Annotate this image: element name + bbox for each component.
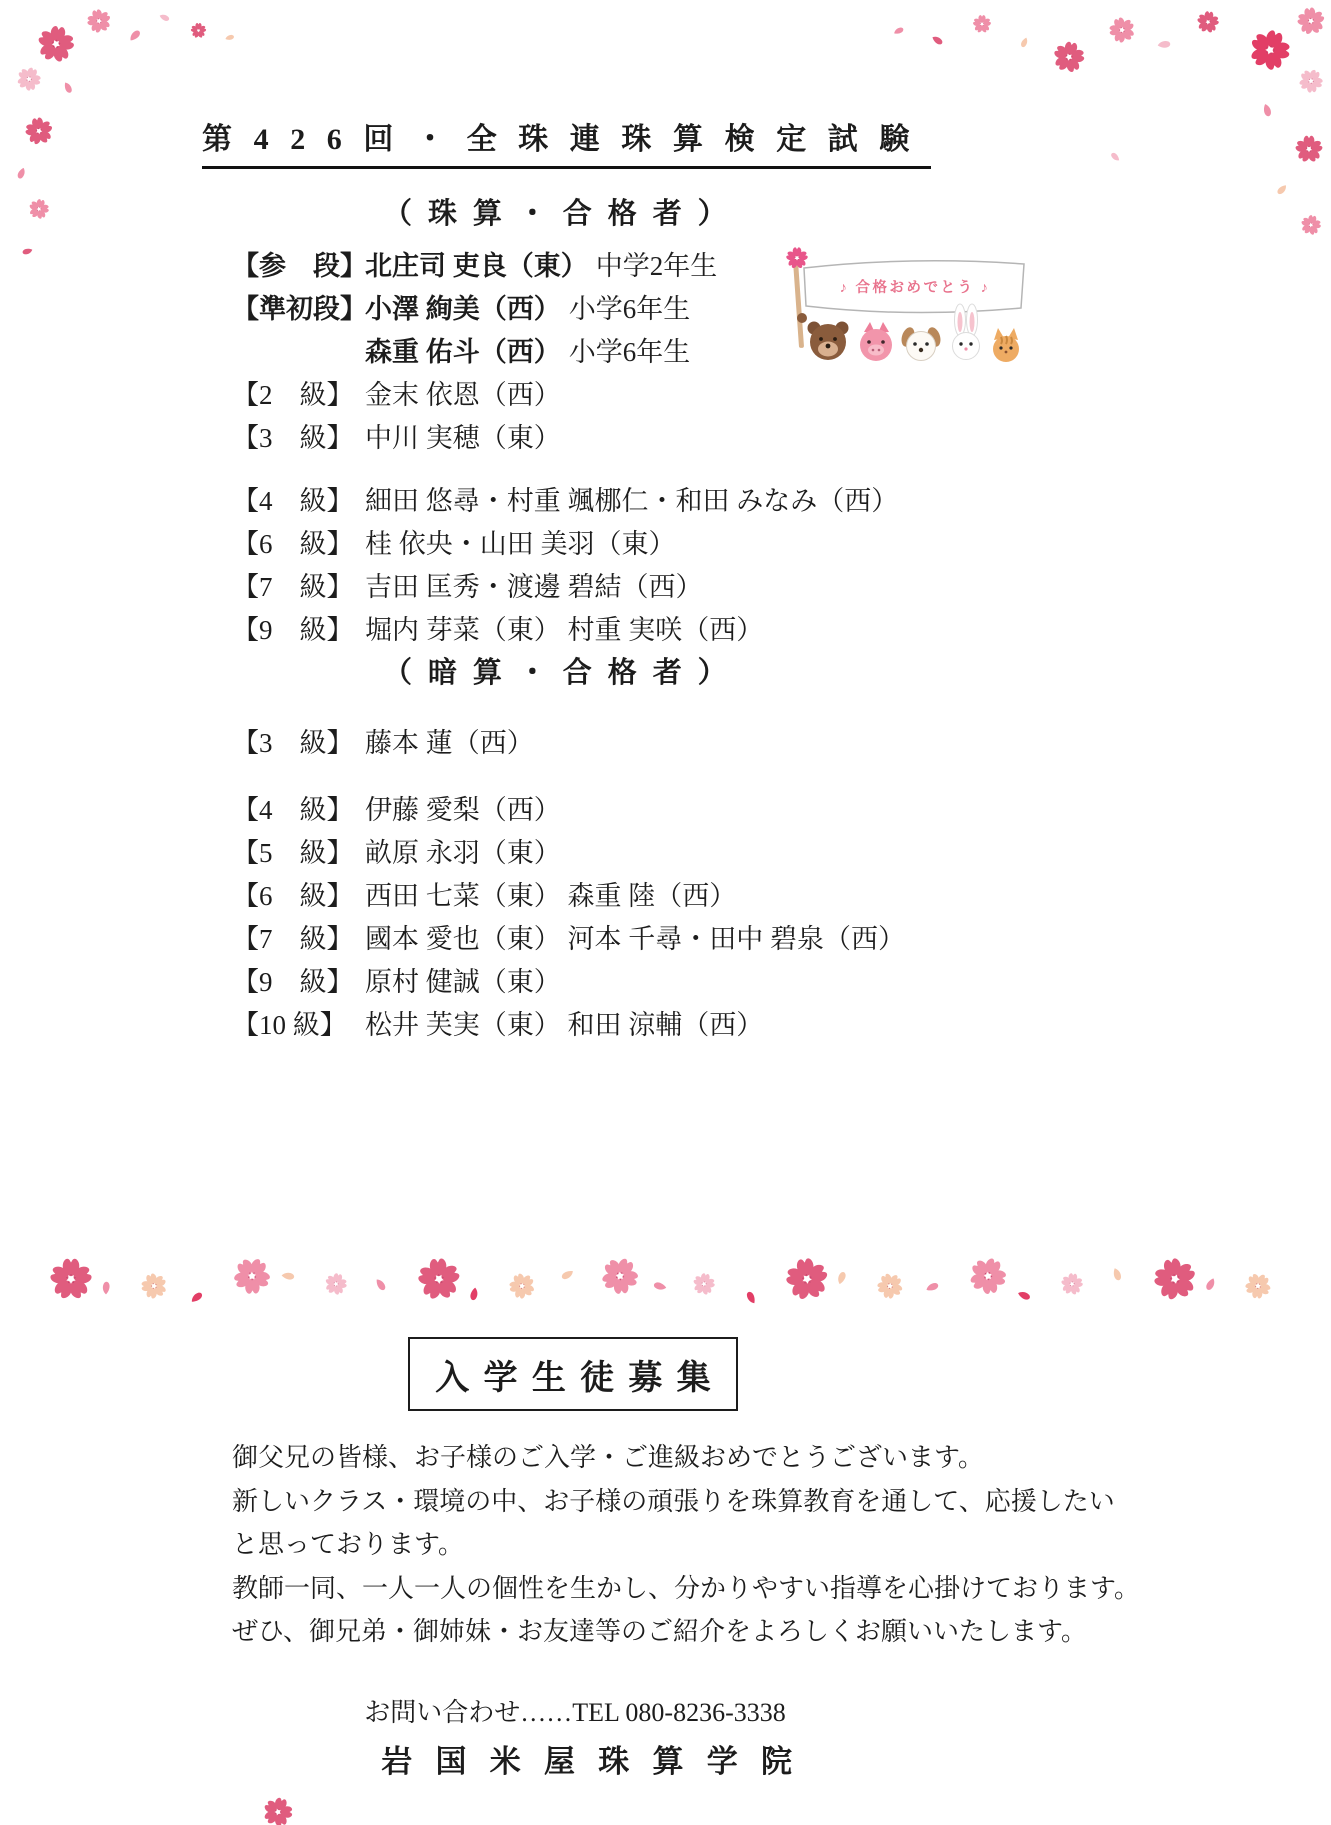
result-row bbox=[232, 829, 1282, 872]
result-row bbox=[232, 786, 1282, 829]
passer-names: 中川 実穂（東） bbox=[365, 423, 561, 453]
passer-names: 松井 芙実（東） 和田 涼輔（西） bbox=[365, 1010, 764, 1040]
sakura-petal-icon bbox=[222, 28, 240, 46]
sakura-flower-icon bbox=[227, 1251, 276, 1300]
sakura-flower-icon bbox=[776, 1248, 838, 1310]
sakura-flower-icon bbox=[965, 1253, 1011, 1299]
passer-names: 細田 悠尋・村重 颯梛仁・和田 みなみ（西） bbox=[365, 486, 899, 516]
sakura-petal-icon bbox=[552, 1262, 580, 1290]
passer-names: 桂 依央・山田 美羽（東） bbox=[365, 529, 676, 559]
rank-label: 【7 級】 bbox=[232, 572, 354, 602]
paragraph-line: ぜひ、御兄弟・御姉妹・お友達等のご紹介をよろしくお願いいたします。 bbox=[232, 1617, 1087, 1646]
sakura-petal-icon bbox=[927, 29, 952, 54]
passer-names: 小澤 絢美（西） bbox=[365, 294, 561, 324]
passer-names: 原村 健誠（東） bbox=[365, 967, 561, 997]
congratulations-illustration bbox=[776, 244, 1038, 366]
grade-note: 中学2年生 bbox=[595, 251, 718, 281]
sakura-petal-icon bbox=[1154, 32, 1177, 55]
banner-text: ♪ 合格おめでとう ♪ bbox=[839, 280, 991, 296]
passer-names: 北庄司 吏良（東） bbox=[365, 251, 588, 281]
school-name: 岩国米屋珠算学院 bbox=[381, 1744, 816, 1779]
sakura-flower-icon bbox=[1239, 1267, 1277, 1305]
sakura-petal-icon bbox=[463, 1285, 486, 1308]
result-row bbox=[232, 285, 1282, 328]
passer-names: 藤本 蓮（西） bbox=[365, 728, 534, 758]
passer-names: 伊藤 愛梨（西） bbox=[365, 795, 561, 825]
cat-icon bbox=[993, 328, 1019, 362]
sakura-flower-icon bbox=[33, 21, 79, 67]
rank-label: 【準初段】 bbox=[232, 294, 367, 324]
grade-note: 小学6年生 bbox=[568, 337, 691, 367]
page-title: 第426回・全珠連珠算検定試験 bbox=[202, 114, 931, 169]
sakura-flower-icon bbox=[320, 1268, 351, 1299]
result-row bbox=[232, 371, 1282, 414]
sakura-petal-icon bbox=[16, 242, 37, 263]
anzan-results-group1 bbox=[232, 719, 1282, 762]
paragraph-line: 御父兄の皆様、お子様のご入学・ご進級おめでとうございます。 bbox=[232, 1443, 984, 1472]
sakura-petal-icon bbox=[1197, 1273, 1223, 1299]
sakura-flower-icon bbox=[1242, 22, 1298, 78]
result-row bbox=[232, 328, 1282, 371]
soroban-results-group2 bbox=[232, 477, 1282, 649]
pig-icon bbox=[860, 322, 892, 361]
sakura-flower-icon bbox=[83, 5, 115, 37]
sakura-flower-icon bbox=[1150, 1254, 1201, 1305]
soroban-results-group1 bbox=[232, 242, 1282, 457]
passer-names: 森重 佑斗（西） bbox=[365, 337, 561, 367]
passer-names: 堀内 芽菜（東） 村重 実咲（西） bbox=[365, 615, 764, 645]
sakura-flower-icon bbox=[1294, 134, 1324, 164]
rank-label: 【9 級】 bbox=[232, 967, 354, 997]
paragraph-line: 教師一同、一人一人の個性を生かし、分かりやすい指導を心掛けております。 bbox=[232, 1573, 1140, 1603]
rank-label: 【4 級】 bbox=[232, 795, 354, 825]
sakura-petal-icon bbox=[96, 1276, 116, 1296]
anzan-results-group2 bbox=[232, 786, 1282, 1044]
sakura-petal-icon bbox=[1013, 1283, 1039, 1309]
sakura-petal-icon bbox=[1255, 99, 1281, 125]
sakura-flower-icon bbox=[1049, 37, 1089, 77]
result-row bbox=[232, 915, 1282, 958]
sakura-flower-icon bbox=[190, 22, 207, 39]
sakura-flower-icon bbox=[690, 1270, 718, 1298]
sakura-flower-icon bbox=[12, 62, 47, 97]
rank-label: 【4 級】 bbox=[232, 486, 354, 516]
sakura-petal-icon bbox=[9, 163, 32, 186]
passer-names: 畝原 永羽（東） bbox=[365, 838, 561, 868]
result-row bbox=[232, 477, 1282, 520]
sakura-petal-icon bbox=[57, 77, 82, 102]
sakura-petal-icon bbox=[1268, 178, 1293, 203]
passer-names: 吉田 匡秀・渡邊 碧結（西） bbox=[365, 572, 703, 602]
sakura-flower-icon bbox=[1293, 63, 1329, 99]
sakura-flower-icon bbox=[22, 114, 57, 149]
sakura-petal-icon bbox=[830, 1264, 855, 1289]
sakura-petal-icon bbox=[921, 1273, 948, 1300]
rank-label: 【参 段】 bbox=[232, 251, 367, 281]
sakura-flower-icon bbox=[407, 1247, 470, 1310]
rank-label: 【6 級】 bbox=[232, 529, 354, 559]
sakura-petal-icon bbox=[736, 1282, 763, 1309]
rank-label: 【10 級】 bbox=[232, 1010, 347, 1040]
result-row bbox=[232, 242, 1282, 285]
sakura-petal-icon bbox=[368, 1272, 396, 1300]
grade-note: 小学6年生 bbox=[568, 294, 691, 324]
dog-icon bbox=[899, 326, 943, 361]
contact-line: お問い合わせ……TEL 080-8236-3338 bbox=[364, 1698, 786, 1727]
banner-flag bbox=[804, 261, 1024, 313]
rank-label: 【6 級】 bbox=[232, 881, 354, 911]
result-row bbox=[232, 520, 1282, 563]
sakura-petal-icon bbox=[184, 1282, 212, 1310]
sakura-flower-icon bbox=[871, 1267, 909, 1305]
result-row bbox=[232, 1001, 1282, 1044]
rank-label: 【7 級】 bbox=[232, 924, 354, 954]
sakura-flower-icon bbox=[1298, 212, 1324, 238]
rank-label: 【9 級】 bbox=[232, 615, 354, 645]
recruitment-box-title: 入学生徒募集 bbox=[408, 1337, 738, 1411]
sakura-petal-icon bbox=[1105, 1263, 1131, 1289]
sakura-flower-icon bbox=[1055, 1267, 1089, 1301]
sakura-flower-icon bbox=[48, 1256, 94, 1302]
result-row bbox=[232, 563, 1282, 606]
sakura-flower-icon bbox=[258, 1792, 298, 1825]
result-row bbox=[232, 872, 1282, 915]
sakura-flower-icon bbox=[592, 1248, 648, 1304]
sakura-flower-icon bbox=[26, 196, 53, 223]
rank-label: 【3 級】 bbox=[232, 423, 354, 453]
result-row bbox=[232, 414, 1282, 457]
passer-names: 金末 依恩（西） bbox=[365, 380, 561, 410]
banner-pole bbox=[793, 260, 804, 348]
sakura-petal-icon bbox=[889, 19, 911, 41]
result-row bbox=[232, 719, 1282, 762]
sakura-flower-icon bbox=[1194, 8, 1221, 35]
result-row bbox=[232, 958, 1282, 1001]
section-heading-anzan: （暗算・合格者） bbox=[383, 657, 743, 689]
section-heading-soroban: （珠算・合格者） bbox=[383, 198, 743, 230]
passer-names: 西田 七菜（東） 森重 陸（西） bbox=[365, 881, 737, 911]
recruitment-paragraph bbox=[232, 1436, 1172, 1654]
sakura-petal-icon bbox=[646, 1274, 670, 1298]
bear-icon bbox=[797, 313, 849, 360]
sakura-petal-icon bbox=[1103, 145, 1126, 168]
paragraph-line: と思っております。 bbox=[232, 1530, 464, 1559]
sakura-flower-icon bbox=[1294, 4, 1328, 38]
result-row bbox=[232, 606, 1282, 649]
sakura-petal-icon bbox=[122, 20, 150, 48]
paragraph-line: 新しいクラス・環境の中、お子様の頑張りを珠算教育を通して、応援したい bbox=[232, 1486, 1115, 1516]
rank-label: 【5 級】 bbox=[232, 838, 354, 868]
sakura-flower-icon bbox=[134, 1266, 173, 1305]
sakura-petal-icon bbox=[1014, 34, 1035, 55]
rank-label: 【2 級】 bbox=[232, 380, 354, 410]
sakura-flower-icon bbox=[507, 1271, 537, 1301]
sakura-petal-icon bbox=[156, 8, 177, 29]
sakura-flower-icon bbox=[972, 14, 992, 34]
passer-names: 國本 愛也（東） 河本 千尋・田中 碧泉（西） bbox=[365, 924, 905, 954]
sakura-flower-icon bbox=[1104, 12, 1140, 48]
rank-label: 【3 級】 bbox=[232, 728, 354, 758]
sakura-petal-icon bbox=[279, 1265, 300, 1286]
